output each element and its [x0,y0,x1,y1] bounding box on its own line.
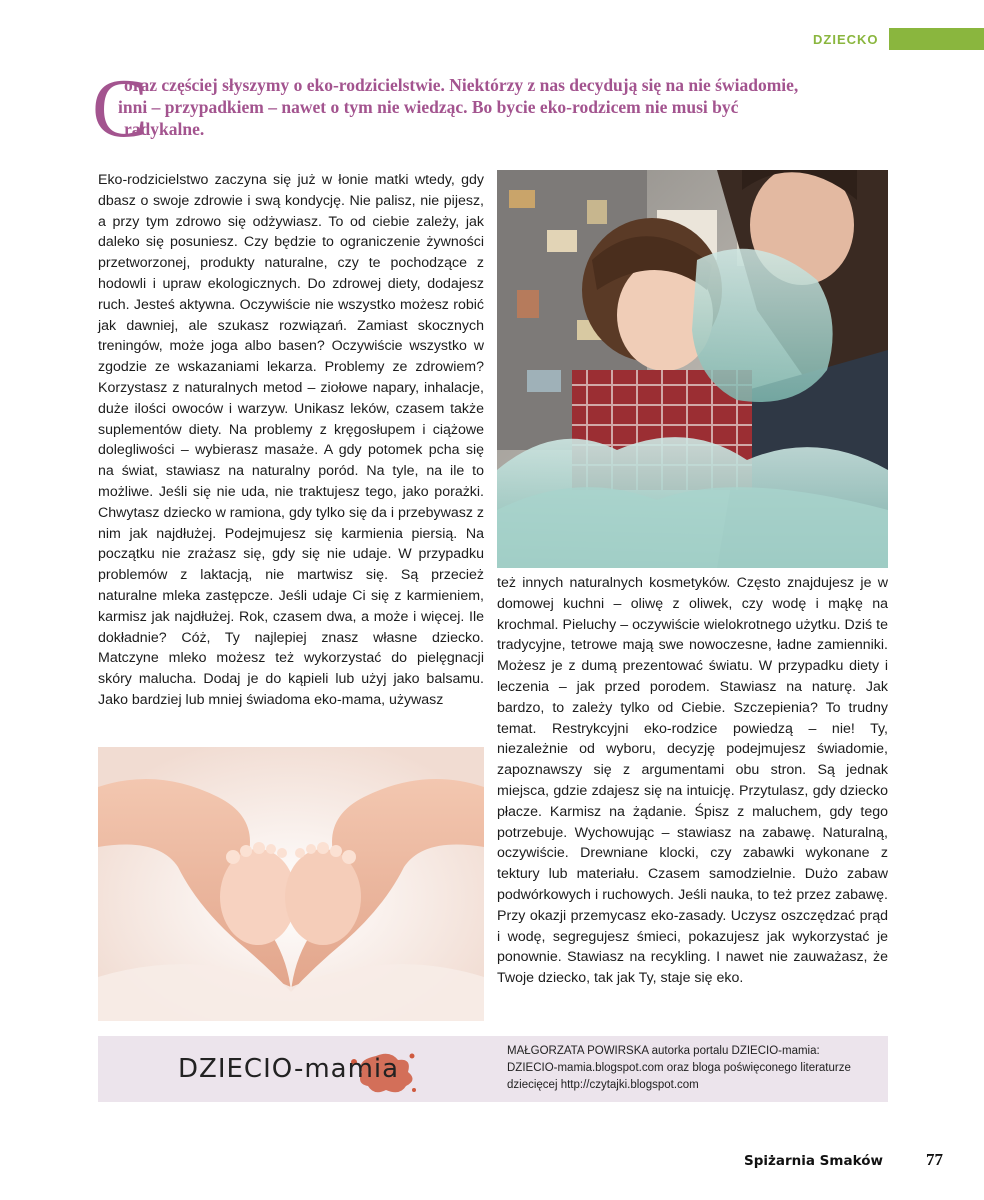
section-tag [796,28,984,50]
article-text-right: też innych naturalnych kosmetyków. Często znajdujesz je w domowej kuchni – oliwę z oliwek, czy wodę i mąkę na krochmal. Pieluchy – oczywiście wielokrotnego użytku. Dziś te tradycyjne, tetrowe mają swe nowoczesne, ładne zamienniki. Możesz je z dumą prezentować światu. W przypadku diety i leczenia – jak przed porodem. Stawiasz na naturę. Jak bardzo, to zależy tylko od Ciebie. Szczepienia? To trudny temat. Restrykcyjni eko-rodzice powiedzą – nie! Ty, niezależnie od wyboru, decyzję podejmujesz świadomie, zapoznawszy się z argumentami obu stron. Są jednak miejsca, gdzie zdajesz się na intuicję. Przytulasz, gdy dziecko płacze. Karmisz na żądanie. Śpisz z maluchem, gdy tego potrzebuje. Wychowując – stawiasz na zabawę. Naturalną, oczywiście. Drewniane klocki, czy zabawki wykonane z tektury lub materiału. Czasem samodzielnie. Dużo zabaw podwórkowych i ruchowych. Jeśli nauka, to też przez zabawę. Przy okazji przemycasz eko-zasady. Uczysz oszczędzać prąd i wodę, segregujesz śmieci, pokazujesz jak wykorzystać je ponownie. Stawiasz na recykling. I nawet nie zauważasz, że Twoje dziecko, tak jak Ty, staje się eko. [497,575,888,987]
author-box [98,1036,888,1102]
intro-line-1: oraz częściej słyszymy o eko-rodzicielstwie. Niektórzy z nas decydują się na nie świadomie, [124,75,799,95]
dzieciomamia-logo [178,1050,418,1094]
photo-mother-child-bottles [497,170,888,568]
intro-line-3: radykalne. [124,119,205,139]
section-label: DZIECKO [813,31,879,47]
article-column-right [497,573,888,989]
photo-hands-heart-image [98,747,484,1021]
author-info [507,1043,887,1094]
magazine-name: Spiżarnia Smaków [744,1153,883,1169]
article-text-left: Eko-rodzicielstwo zaczyna się już w łonie matki wtedy, gdy dbasz o swoje zdrowie i swą kondycję. Nie palisz, nie pijesz, a przy tym zdrowo się odżywiasz. To od ciebie zależy, jak daleko się posuniesz. Czy będzie to ograniczenie żywności przetworzonej, produkty naturalne, czy te pochodzące z hodowli i upraw ekologicznych. Do zdrowej diety, dodajesz ruch. Jesteś aktywna. Oczywiście nie wszystko możesz robić jak dawniej, ale szukasz rozwiązań. Zamiast skocznych treningów, może joga albo basen? Oczywiście wszystko w zgodzie ze wskazaniami lekarza. Problemy ze zdrowiem? Korzystasz z naturalnych metod – ziołowe napary, inhalacje, duże ilości owoców i warzyw. Unikasz leków, czasem także suplementów diety. Na problemy z kręgosłupem i ciążowe dolegliwości – wybierasz masaże. A gdy potomek pcha się na świat, stawiasz na naturalny poród. Na tyle, na ile to możliwe. Jeśli się nie uda, nie traktujesz tego, jako porażki. Chwytasz dziecko w ramiona, gdy tylko się da i przebywasz z nim jak najdłużej. Podejmujesz się karmienia piersią. Na początku nie zrażasz się, gdy się nie udaje. W przypadku problemów z laktacją, nie martwisz się. Są przecież naturalne mleka zastępcze. Jeśli udaje Ci się z karmieniem, karmisz jak najdłużej. Rok, czasem dwa, a może i więcej. Ile dokładnie? Cóż, Ty najlepiej znasz własne dziecko. Matczyne mleko możesz też wykorzystać do pielęgnacji skóry malucha. Dodaj je do kąpieli lub użyj jako balsamu. Jako bardziej lub mniej świadoma eko-mama, używasz [98,172,484,708]
intro-text [92,74,892,140]
intro-lead [92,62,892,155]
author-line-1: MAŁGORZATA POWIRSKA autorka portalu DZIECIO-mamia: [507,1045,820,1057]
dropcap: C [92,62,149,155]
article-column-left [98,170,484,711]
author-line-2: DZIECIO-mamia.blogspot.com oraz bloga poświęconego literaturze [507,1062,851,1074]
author-line-3: dziecięcej http://czytajki.blogspot.com [507,1079,699,1091]
page-number: 77 [926,1150,943,1169]
photo-hands-heart-baby-feet [98,747,484,1021]
intro-line-2: inni – przypadkiem – nawet o tym nie wiedząc. Bo bycie eko-rodzicem nie musi być [118,97,739,117]
section-accent-bar [889,28,984,50]
photo-mother-child-bottles-image [497,170,888,568]
logo-text: DZIECIO-mamia [178,1054,400,1084]
